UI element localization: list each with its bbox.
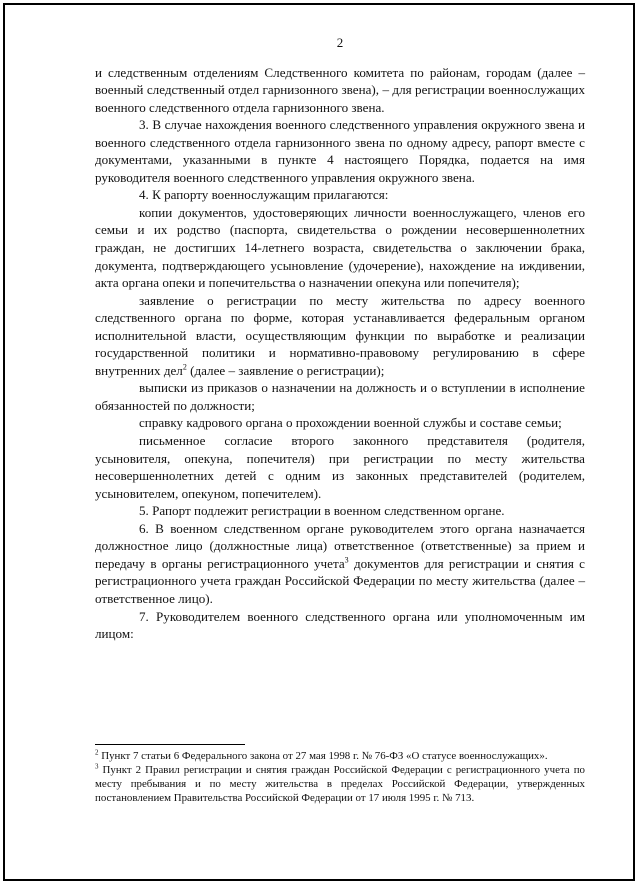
- footnote: $^3$ Пункт 2 Правил регистрации и снятия граждан Российской Федерации с регистрационного учета по месту пребывания и по месту жительства в пределах Российской Федерации, утвержденных постановлением Правительства Российской Федерации от 17 июля 1995 г. № 713.: [95, 762, 585, 805]
- footnote-ref: 2: [182, 362, 187, 372]
- footnote-divider: [95, 744, 245, 745]
- paragraph: копии документов, удостоверяющих личности военнослужащего, членов его семьи и их родство (паспорта, свидетельства о рождении несовершеннолетних граждан, не достигших 14-летнего возраста, свидетельства о заключении брака, документа, подтверждающего усыновление (удочерение), нахождение на иждивении, акта органа опеки и попечительства о назначении опекуна или попечителя);: [95, 204, 585, 291]
- paragraph: заявление о регистрации по месту жительства по адресу военного следственного органа по форме, которая устанавливается федеральным органом исполнительной власти, осуществляющим функции по выработке и реализации государственной политики и нормативно-правовому регулированию в сфере внутренних дел$^2$ (далее – заявление о регистрации);: [95, 292, 585, 378]
- paragraph: 5. Рапорт подлежит регистрации в военном следственном органе.: [139, 503, 505, 519]
- paragraph: выписки из приказов о назначении на должность и о вступлении в исполнение обязанностей по должности;: [95, 380, 585, 413]
- document-page: [95, 34, 585, 643]
- footnotes: [95, 744, 585, 805]
- paragraph: письменное согласие второго законного представителя (родителя, усыновителя, опекуна, попечителя) при регистрации по месту жительства несовершеннолетних детей с одним из законных представителей (родителем, усыновителем, опекуном, попечителем).: [95, 433, 585, 501]
- paragraph: справку кадрового органа о прохождении военной службы и составе семьи;: [139, 415, 562, 431]
- footnote-ref: 3: [344, 555, 349, 565]
- footnote-number: 2: [95, 748, 99, 757]
- paragraph: и следственным отделениям Следственного комитета по районам, городам (далее – военный следственный отдел гарнизонного звена), – для регистрации военнослужащих военного следственного отдела гарнизонного звена.: [95, 64, 585, 115]
- footnote: $^2$ Пункт 7 статьи 6 Федерального закона от 27 мая 1998 г. № 76-ФЗ «О статусе военнослужащих».: [95, 748, 548, 762]
- page-number: 2: [336, 35, 344, 50]
- footnote-number: 3: [95, 762, 99, 771]
- paragraph: 4. К рапорту военнослужащим прилагаются:: [139, 187, 389, 203]
- paragraph: 3. В случае нахождения военного следственного управления окружного звена и военного следственного отдела гарнизонного звена по одному адресу, рапорт вместе с документами, указанными в пункте 4 настоящего Порядка, подается на имя руководителя военного следственного управления окружного звена.: [95, 117, 585, 185]
- paragraph: 6. В военном следственном органе руководителем этого органа назначается должностное лицо (должностные лица) ответственное (ответственные) за прием и передачу в органы регистрационного учета$^3$ документов для регистрации и снятия с регистрационного учета граждан Российской Федерации по месту жительства (далее – ответственное лицо).: [95, 520, 585, 606]
- paragraph: 7. Руководителем военного следственного органа или уполномоченным им лицом:: [95, 608, 585, 642]
